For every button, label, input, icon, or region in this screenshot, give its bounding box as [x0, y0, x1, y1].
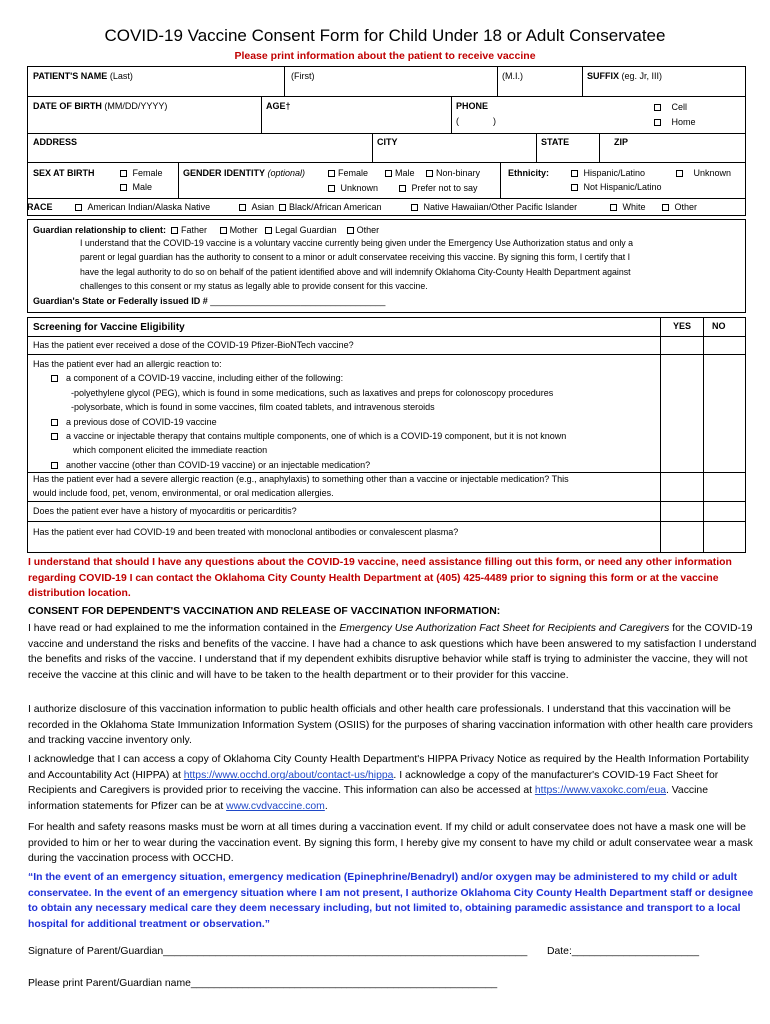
- checkbox-icon[interactable]: [279, 204, 286, 211]
- cvdvaccine-link[interactable]: www.cvdvaccine.com: [226, 800, 325, 812]
- age-label: AGE†: [266, 101, 291, 111]
- form-subtitle: Please print information about the patient to receive vaccine: [234, 50, 536, 62]
- ethnicity-hispanic-option[interactable]: Hispanic/Latino: [571, 168, 645, 178]
- checkbox-icon[interactable]: [120, 170, 127, 177]
- checkbox-icon[interactable]: [654, 104, 661, 111]
- screening-question: Has the patient ever had COVID-19 and been treated with monoclonal antibodies or convalescent plasma?: [33, 527, 459, 537]
- consent-paragraph-1: I have read or had explained to me the information contained in the Emergency Use Authorization Fact Sheet for Recipients and Caregivers for the COVID-19 vaccine and understand the risks and benefits of the vaccine. I have had a chance to ask questions which have been answered to my satisfaction I understand the benefits and risks of the vaccine. I understand that if my dependent exhibits disruptive behavior while staff is trying to administer the vaccine, they will not receive the vaccine at this clinic and will have to be taken to the health department or to their provider for this vaccine.: [28, 623, 757, 681]
- checkbox-icon[interactable]: [51, 375, 58, 382]
- checkbox-icon[interactable]: [51, 462, 58, 469]
- patient-name-label: PATIENT'S NAME (Last): [33, 71, 133, 81]
- mi-label: (M.I.): [502, 71, 523, 81]
- sex-at-birth-label: SEX AT BIRTH: [33, 168, 95, 178]
- address-label: ADDRESS: [33, 137, 78, 147]
- checkbox-icon[interactable]: [51, 419, 58, 426]
- zip-label: ZIP: [614, 137, 629, 147]
- checkbox-icon[interactable]: [662, 204, 669, 211]
- screening-question: Has the patient ever had a severe allergic reaction (e.g., anaphylaxis) to something other than a vaccine or injectable medication? This would include food, pet, venom, environmental, or oral medication allergies.: [33, 474, 569, 499]
- checkbox-icon[interactable]: [385, 170, 392, 177]
- checkbox-icon[interactable]: [220, 227, 227, 234]
- suffix-label: SUFFIX (eg. Jr, III): [587, 71, 663, 81]
- checkbox-icon[interactable]: [51, 433, 58, 440]
- gender-identity-label: GENDER IDENTITY (optional): [183, 168, 306, 178]
- checkbox-icon[interactable]: [571, 184, 578, 191]
- race-option[interactable]: Asian: [239, 202, 274, 212]
- first-name-label: (First): [291, 71, 315, 81]
- signature-field[interactable]: Signature of Parent/Guardian_______________________________________________________________: [28, 946, 528, 957]
- screening-header: Screening for Vaccine Eligibility: [33, 322, 185, 333]
- checkbox-icon[interactable]: [265, 227, 272, 234]
- dob-label: DATE OF BIRTH (MM/DD/YYYY): [33, 101, 168, 111]
- yes-column-header: YES: [673, 321, 692, 331]
- emergency-statement: “In the event of an emergency situation, emergency medication (Epinephrine/Benadryl) and/or oxygen may be administered to my child or adult conservatee. In the event of an emergency situation where I am not present, I authorize Oklahoma City County Health Department staff or designee to obtain any necessary medical care they deem necessary including, but not limited to, obtaining paramedic assistance and transport to a local hospital for additional treatment or observation.”: [28, 872, 754, 930]
- phone-label: PHONE: [456, 101, 489, 111]
- screening-question: Has the patient ever received a dose of the COVID-19 Pfizer-BioNTech vaccine?: [33, 340, 354, 350]
- guardian-relationship: Guardian relationship to client: Father Mother Legal Guardian Other: [33, 225, 380, 235]
- guardian-statement: I understand that the COVID-19 vaccine is a voluntary vaccine currently being given under the Emergency Use Authorization status and only a parent or legal guardian has the authority to consent to a minor or adult conservatee receiving this vaccine. By signing this form, I certify that I have the legal authority to do so on behalf of the patient identified above and will indemnify Oklahoma City-County Health Department against challenges to this consent or my status as legally able to provide consent for this vaccine.: [80, 238, 634, 291]
- state-label: STATE: [541, 137, 570, 147]
- race-option[interactable]: American Indian/Alaska Native: [75, 202, 210, 212]
- gender-male-option[interactable]: Male: [385, 168, 415, 178]
- race-label: RACE: [27, 202, 53, 212]
- checkbox-icon[interactable]: [328, 185, 335, 192]
- consent-paragraph-3: I acknowledge that I can access a copy of Oklahoma City County Health Department's HIPPA Privacy Notice as required by the Health Information Portability and Accountability Act (HIPPA) at https://www.occhd.org/about/contact-us/hippa. I acknowledge a copy of the manufacturer's COVID-19 Fact Sheet for Recipients and Caregivers is provided prior to receiving the vaccine. This information can also be accessed at https://www.vaxokc.com/eua. Vaccine information statements for Pfizer can be at www.cvdvaccine.com.: [28, 754, 749, 812]
- date-field[interactable]: Date:______________________: [547, 946, 699, 957]
- form-title: COVID-19 Vaccine Consent Form for Child Under 18 or Adult Conservatee: [104, 26, 666, 45]
- race-option[interactable]: Other: [662, 202, 697, 212]
- phone-area-close: ): [493, 116, 496, 126]
- checkbox-icon[interactable]: [654, 119, 661, 126]
- contact-notice: I understand that should I have any questions about the COVID-19 vaccine, need assistance filling out this form, or need any other information regarding COVID-19 I can contact the Oklahoma City County Health Department at (405) 425-4489 prior to signing this form or at the vaccine distribution location.: [28, 557, 732, 600]
- gender-unknown-option[interactable]: Unknown: [328, 183, 378, 193]
- eua-link[interactable]: https://www.vaxokc.com/eua: [534, 785, 666, 797]
- checkbox-icon[interactable]: [75, 204, 82, 211]
- phone-area-open: (: [456, 116, 459, 126]
- gender-nonbinary-option[interactable]: Non-binary: [426, 168, 480, 178]
- no-column-header: NO: [712, 321, 726, 331]
- checkbox-icon[interactable]: [171, 227, 178, 234]
- screening-question: Has the patient ever had an allergic reaction to: a component of a COVID-19 vaccine, including either of the following: -polyethylene glycol (PEG), which is found in some medications, such as laxatives and preps for colonoscopy procedures -polysorbate, which is found in some vaccines, film coated tablets, and intravenous steroids a previous dose of COVID-19 vaccine a vaccine or injectable therapy that contains multiple components, one of which is a COVID-19 component, but it is not known which component elicited the immediate reaction another vaccine (other than COVID-19 vaccine) or an injectable medication?: [33, 359, 567, 470]
- ethnicity-not-hispanic-option[interactable]: Not Hispanic/Latino: [571, 182, 662, 192]
- print-name-field[interactable]: Please print Parent/Guardian name_____________________________________________________: [28, 978, 498, 989]
- checkbox-icon[interactable]: [347, 227, 354, 234]
- checkbox-icon[interactable]: [120, 184, 127, 191]
- checkbox-icon[interactable]: [426, 170, 433, 177]
- race-option[interactable]: White: [610, 202, 646, 212]
- checkbox-icon[interactable]: [239, 204, 246, 211]
- checkbox-icon[interactable]: [676, 170, 683, 177]
- hippa-link[interactable]: https://www.occhd.org/about/contact-us/hippa: [183, 769, 394, 781]
- phone-cell-option[interactable]: Cell: [654, 102, 687, 112]
- guardian-id-field[interactable]: Guardian's State or Federally issued ID # ___________________________________: [33, 296, 386, 306]
- checkbox-icon[interactable]: [399, 185, 406, 192]
- consent-paragraph-2: I authorize disclosure of this vaccination information to public health officials and other health care professionals. I understand that this vaccination will be recorded in the Oklahoma State Immunization Information System (OSIIS) for the purposes of sharing vaccination information with other health care providers and tracking vaccine inventory only.: [28, 704, 753, 747]
- checkbox-icon[interactable]: [328, 170, 335, 177]
- ethnicity-unknown-option[interactable]: Unknown: [676, 168, 731, 178]
- race-option[interactable]: Black/African American: [279, 202, 382, 212]
- sex-male-option[interactable]: Male: [120, 182, 152, 192]
- checkbox-icon[interactable]: [571, 170, 578, 177]
- gender-prefer-option[interactable]: Prefer not to say: [399, 183, 478, 193]
- city-label: CITY: [377, 137, 398, 147]
- checkbox-icon[interactable]: [411, 204, 418, 211]
- gender-female-option[interactable]: Female: [328, 168, 368, 178]
- checkbox-icon[interactable]: [610, 204, 617, 211]
- phone-home-option[interactable]: Home: [654, 117, 696, 127]
- consent-heading: CONSENT FOR DEPENDENT'S VACCINATION AND RELEASE OF VACCINATION INFORMATION:: [28, 606, 501, 617]
- consent-paragraph-4: For health and safety reasons masks must be worn at all times during a vaccination event. If my child or adult conservatee does not have a mask one will be provided to him or her to wear during the vaccination event. By signing this form, I hereby give my consent to have my child or adult conservatee wear a mask during the vaccination process with OCCHD.: [28, 822, 753, 865]
- sex-female-option[interactable]: Female: [120, 168, 163, 178]
- screening-question: Does the patient ever have a history of myocarditis or pericarditis?: [33, 506, 297, 516]
- race-option[interactable]: Native Hawaiian/Other Pacific Islander: [411, 202, 577, 212]
- ethnicity-label: Ethnicity:: [508, 168, 550, 178]
